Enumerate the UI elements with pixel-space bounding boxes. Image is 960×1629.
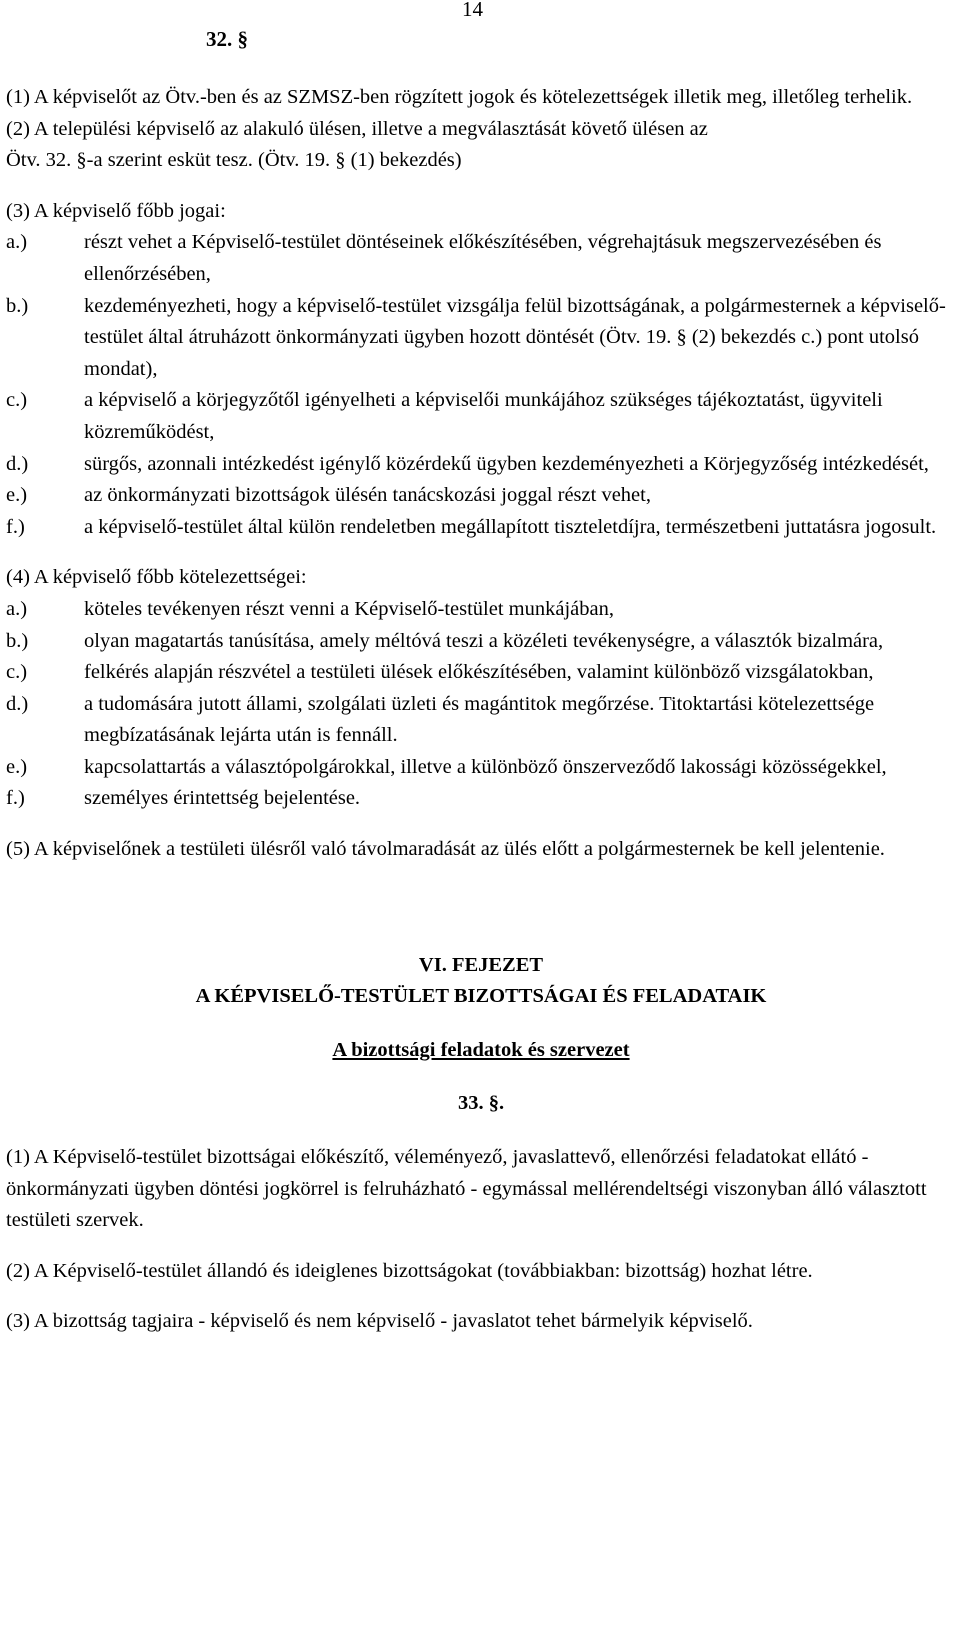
list-item (6, 752, 956, 784)
list-item-label: a.) (6, 231, 28, 254)
list-item-label: c.) (6, 389, 28, 412)
list-item (6, 480, 956, 512)
chapter-subtitle-wrap (6, 1035, 956, 1067)
committee-paragraph-1: (1) A Képviselő-testület bizottságai előkészítő, véleményező, javaslattevő, ellenőrzési feladatokat ellátó - önkormányzati ügyben döntési jogkörrel is felruházható - egymással mellérendeltségi viszonyban álló választott testületi szervek. (6, 1146, 927, 1232)
list-item-label: b.) (6, 294, 29, 317)
chapter-subtitle: A bizottsági feladatok és szervezet (332, 1038, 630, 1061)
committee-paragraph-2: (2) A Képviselő-testület állandó és ideiglenes bizottságokat (továbbiakban: bizottság) hozhat létre. (6, 1259, 813, 1282)
list-item (6, 512, 956, 544)
list-item-label: b.) (6, 629, 29, 652)
list-item (6, 689, 956, 752)
list-item (6, 657, 956, 689)
list-item-label: f.) (6, 787, 25, 810)
list-item (6, 385, 956, 448)
list-item (6, 594, 956, 626)
list-item (6, 783, 956, 815)
list-item-text: az önkormányzati bizottságok ülésén tanácskozási joggal részt vehet, (84, 484, 651, 507)
page-number: 14 (462, 0, 483, 21)
list-item-label: e.) (6, 755, 28, 778)
paragraph-1: (1) A képviselőt az Ötv.-ben és az SZMSZ-ben rögzített jogok és kötelezettségek illetik meg, illetőleg terhelik. (6, 86, 913, 108)
rights-list (6, 227, 956, 543)
list-item (6, 449, 956, 481)
list-item-text: köteles tevékenyen részt venni a Képviselő-testület munkájában, (84, 597, 614, 620)
committee-paragraph-3: (3) A bizottság tagjaira - képviselő és nem képviselő - javaslatot tehet bármelyik képviselő. (6, 1310, 753, 1333)
section-heading-32: 32. § (206, 27, 248, 51)
list-item-text: a képviselő-testület által külön rendeletben megállapított tiszteletdíjra, természetbeni juttatásra jogosult. (84, 515, 937, 538)
list-item-text: a tudomására jutott állami, szolgálati üzleti és magántitok megőrzése. Titoktartási kötelezettsége megbízatásának lejárta után is fennáll. (84, 692, 875, 747)
list-item-text: sürgős, azonnali intézkedést igénylő közérdekű ügyben kezdeményezheti a Körjegyzőség intézkedését, (84, 452, 929, 475)
duties-list (6, 594, 956, 815)
chapter-number: VI. FEJEZET (418, 953, 544, 976)
list-item (6, 227, 956, 290)
list-item (6, 291, 956, 386)
list-item-text: olyan magatartás tanúsítása, amely méltóvá teszi a közéleti tevékenységre, a választók bizalmára, (84, 629, 884, 652)
list-item-text: kezdeményezheti, hogy a képviselő-testület vizsgálja felül bizottságának, a polgármesternek a képviselő-testület által átruházott önkormányzati ügyben hozott döntését (Ötv. 19. § (2) bekezdés c.) pont utolsó mondat), (84, 294, 946, 380)
list-item-label: f.) (6, 515, 25, 538)
list-item-label: d.) (6, 692, 29, 715)
paragraph-2-line-2: Ötv. 32. §-a szerint esküt tesz. (Ötv. 19. § (1) bekezdés) (6, 149, 462, 172)
list-item-label: c.) (6, 661, 28, 684)
document-body (6, 82, 956, 1338)
duties-heading: (4) A képviselő főbb kötelezettségei: (6, 566, 307, 589)
list-item (6, 626, 956, 658)
list-item-label: e.) (6, 484, 28, 507)
list-item-label: a.) (6, 597, 28, 620)
paragraph-5: (5) A képviselőnek a testületi ülésről való távolmaradását az ülés előtt a polgármesternek be kell jelentenie. (6, 838, 885, 861)
chapter-title: A KÉPVISELŐ-TESTÜLET BIZOTTSÁGAI ÉS FELADATAIK (195, 985, 767, 1008)
section-heading-33: 33. §. (457, 1092, 505, 1115)
list-item-text: felkérés alapján részvétel a testületi ülések előkészítésében, valamint különböző vizsgálatokban, (84, 661, 874, 684)
paragraph-2-line-1: (2) A települési képviselő az alakuló ülésen, illetve a megválasztását követő ülésen az (6, 117, 708, 140)
list-item-label: d.) (6, 452, 29, 475)
list-item-text: személyes érintettség bejelentése. (84, 787, 361, 810)
list-item-text: kapcsolattartás a választópolgárokkal, illetve a különböző önszerveződő lakossági közösségekkel, (84, 755, 887, 778)
rights-heading: (3) A képviselő főbb jogai: (6, 199, 226, 222)
list-item-text: a képviselő a körjegyzőtől igényelheti a képviselői munkájához szükséges tájékoztatást, ügyviteli közreműködést, (84, 389, 883, 443)
list-item-text: részt vehet a Képviselő-testület döntéseinek előkészítésében, végrehajtásuk megszervezésében és ellenőrzésében, (84, 231, 882, 285)
